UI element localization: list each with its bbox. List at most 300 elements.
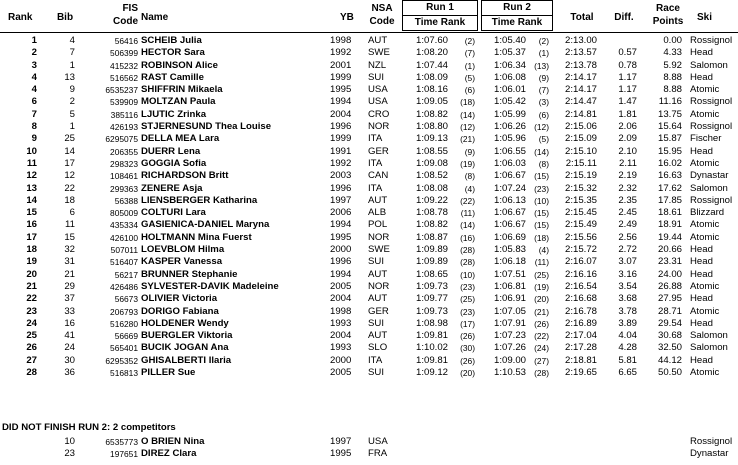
nation-cell: NOR [368, 280, 390, 292]
bib-cell: 36 [64, 367, 75, 379]
run2-time: 1:07.23 [493, 330, 526, 342]
rank-cell: 10 [26, 145, 37, 157]
run1-time: 1:08.16 [415, 84, 448, 96]
ski-brand: Atomic [690, 108, 720, 120]
run2-time: 1:05.40 [493, 35, 526, 46]
bib-cell: 13 [64, 71, 75, 83]
header-fis-code: Code [113, 16, 138, 27]
athlete-name: O BRIEN Nina [141, 436, 205, 447]
run2-rank: (4) [538, 245, 549, 256]
year-cell: 1999 [330, 71, 352, 83]
total-time: 2:19.65 [564, 367, 597, 379]
diff-cell: 3.78 [618, 305, 637, 317]
diff-cell: 6.65 [618, 367, 637, 379]
header-race: Race [656, 3, 680, 14]
run2-time: 1:06.26 [493, 121, 526, 133]
results-table [0, 35, 738, 379]
run1-time: 1:09.89 [415, 244, 448, 256]
header-fis: FIS [122, 3, 138, 14]
athlete-name: STJERNESUND Thea Louise [141, 121, 272, 133]
table-row [0, 244, 738, 256]
diff-cell: 3.68 [618, 293, 637, 305]
nation-cell: USA [368, 84, 388, 96]
bib-cell: 12 [64, 170, 75, 182]
nation-cell: USA [368, 96, 388, 108]
race-points: 8.88 [663, 84, 682, 96]
race-points: 44.12 [657, 354, 682, 366]
table-row [0, 35, 738, 47]
year-cell: 1992 [330, 47, 352, 59]
run2-rank: (5) [538, 134, 549, 145]
total-time: 2:15.10 [564, 145, 597, 157]
run1-rank: (11) [460, 208, 475, 219]
header-nsa-code: Code [369, 16, 395, 27]
run2-time: 1:06.67 [493, 207, 526, 219]
total-time: 2:13.00 [564, 35, 597, 46]
race-points: 0.00 [663, 35, 682, 46]
athlete-name: ZENERE Asja [141, 182, 203, 194]
rank-cell: 11 [26, 157, 37, 169]
run2-time: 1:05.37 [493, 47, 526, 59]
bib-cell: 5 [69, 108, 75, 120]
run1-time: 1:09.13 [415, 133, 448, 145]
ski-brand: Dynastar [690, 448, 729, 460]
rank-cell: 22 [26, 293, 37, 305]
rank-cell: 19 [26, 256, 37, 268]
run2-rank: (23) [534, 183, 549, 194]
nation-cell: ITA [368, 182, 383, 194]
rank-cell: 27 [26, 354, 37, 366]
nation-cell: SUI [368, 367, 384, 379]
total-time: 2:14.17 [564, 71, 597, 83]
fis-code-cell: 516813 [110, 368, 138, 379]
year-cell: 2004 [330, 293, 352, 305]
race-points: 20.66 [657, 244, 682, 256]
run1-time: 1:09.73 [415, 305, 448, 317]
rank-cell: 23 [26, 305, 37, 317]
run2-rank: (1) [538, 48, 549, 59]
fis-code-cell: 56217 [114, 269, 138, 280]
race-points: 15.87 [657, 133, 682, 145]
rank-cell: 9 [31, 133, 37, 145]
table-row [0, 96, 738, 108]
race-points: 11.16 [658, 96, 682, 108]
run2-time: 1:05.42 [493, 96, 526, 108]
year-cell: 2001 [330, 59, 352, 71]
year-cell: 1993 [330, 342, 352, 354]
table-row [0, 47, 738, 59]
run2-rank: (9) [538, 72, 549, 83]
run1-time: 1:09.22 [415, 194, 448, 206]
nation-cell: FRA [368, 448, 388, 460]
total-time: 2:14.81 [564, 108, 597, 120]
run2-rank: (15) [534, 208, 549, 219]
total-time: 2:16.78 [564, 305, 597, 317]
nation-cell: SUI [368, 256, 384, 268]
run1-time: 1:08.52 [415, 170, 448, 182]
race-points: 27.95 [657, 293, 682, 305]
bib-cell: 17 [64, 157, 75, 169]
total-time: 2:13.78 [564, 59, 597, 71]
fis-code-cell: 507011 [110, 245, 138, 256]
ski-brand: Head [690, 268, 713, 280]
table-row [0, 256, 738, 268]
total-time: 2:15.19 [564, 170, 597, 182]
year-cell: 1997 [330, 436, 352, 447]
run1-time: 1:09.81 [415, 354, 448, 366]
run2-rank: (6) [538, 109, 549, 120]
fis-code-cell: 415232 [110, 60, 138, 71]
table-row [0, 436, 738, 448]
header-total: Total [570, 12, 594, 23]
table-row [0, 133, 738, 145]
run2-time: 1:05.96 [493, 133, 526, 145]
run1-time: 1:07.44 [415, 59, 448, 71]
nation-cell: SWE [368, 244, 390, 256]
diff-cell: 1.81 [618, 108, 637, 120]
fis-code-cell: 56669 [114, 331, 138, 342]
nation-cell: SUI [368, 317, 384, 329]
run1-time: 1:09.89 [415, 256, 448, 268]
diff-cell: 0.78 [618, 59, 637, 71]
run1-time: 1:08.20 [415, 47, 448, 59]
athlete-name: GASIENICA-DANIEL Maryna [141, 219, 270, 231]
fis-code-cell: 506399 [110, 48, 138, 59]
run2-time: 1:05.99 [493, 108, 526, 120]
bib-cell: 7 [69, 47, 75, 59]
bib-cell: 31 [64, 256, 75, 268]
run1-rank: (16) [460, 232, 475, 243]
diff-cell: 3.07 [618, 256, 637, 268]
athlete-name: BUCIK JOGAN Ana [141, 342, 229, 354]
ski-brand: Salomon [690, 330, 728, 342]
nation-cell: ITA [368, 157, 383, 169]
diff-cell: 2.32 [618, 182, 637, 194]
run2-rank: (25) [534, 269, 549, 280]
diff-cell: 3.54 [618, 280, 637, 292]
table-row [0, 121, 738, 133]
run1-time: 1:08.65 [415, 268, 448, 280]
nation-cell: GER [368, 145, 389, 157]
year-cell: 1991 [330, 145, 352, 157]
run1-time: 1:08.82 [415, 219, 448, 231]
run2-time: 1:06.81 [493, 280, 526, 292]
athlete-name: LOEVBLOM Hilma [141, 244, 225, 256]
nation-cell: SLO [368, 342, 388, 354]
bib-cell: 2 [69, 96, 75, 108]
fis-code-cell: 565401 [110, 343, 138, 354]
total-time: 2:14.47 [564, 96, 597, 108]
header-bib: Bib [56, 12, 74, 23]
athlete-name: SCHEIB Julia [141, 35, 202, 46]
total-time: 2:16.89 [564, 317, 597, 329]
bib-cell: 21 [64, 268, 75, 280]
bib-cell: 22 [64, 182, 75, 194]
run1-time: 1:08.78 [415, 207, 448, 219]
athlete-name: RAST Camille [141, 71, 204, 83]
ski-brand: Atomic [690, 84, 720, 96]
run1-rank: (26) [460, 331, 475, 342]
header-run1-time-rank: Time Rank [414, 17, 466, 28]
total-time: 2:15.49 [564, 219, 597, 231]
fis-code-cell: 56416 [114, 36, 138, 46]
nation-cell: AUT [368, 293, 388, 305]
rank-cell: 26 [26, 342, 37, 354]
run1-time: 1:08.08 [415, 182, 448, 194]
fis-code-cell: 426100 [110, 232, 138, 243]
athlete-name: LJUTIC Zrinka [141, 108, 207, 120]
table-row [0, 72, 738, 84]
race-points: 17.62 [657, 182, 682, 194]
nation-cell: SUI [368, 71, 384, 83]
ski-brand: Rossignol [690, 96, 733, 108]
header-run2-time-rank: Time Rank [491, 17, 543, 28]
athlete-name: GOGGIA Sofia [141, 157, 207, 169]
bib-cell: 32 [64, 244, 75, 256]
table-row [0, 293, 738, 305]
year-cell: 1996 [330, 256, 352, 268]
athlete-name: BRUNNER Stephanie [141, 268, 238, 280]
year-cell: 2000 [330, 354, 352, 366]
run1-time: 1:09.08 [415, 157, 448, 169]
run2-rank: (28) [534, 368, 549, 379]
rank-cell: 6 [31, 96, 37, 108]
ski-brand: Atomic [690, 157, 720, 169]
run2-time: 1:06.34 [493, 59, 526, 71]
athlete-name: ROBINSON Alice [141, 59, 218, 71]
total-time: 2:16.54 [564, 280, 597, 292]
table-row [0, 195, 738, 207]
run1-rank: (5) [464, 72, 475, 83]
run1-time: 1:08.55 [415, 145, 448, 157]
year-cell: 1994 [330, 96, 352, 108]
fis-code-cell: 805009 [110, 208, 138, 219]
header-ski: Ski [697, 12, 713, 23]
run1-rank: (30) [460, 343, 475, 354]
ski-brand: Salomon [690, 59, 728, 71]
athlete-name: DORIGO Fabiana [141, 305, 219, 317]
total-time: 2:17.04 [564, 330, 597, 342]
table-row [0, 306, 738, 318]
year-cell: 2006 [330, 207, 352, 219]
rank-cell: 24 [26, 317, 37, 329]
run1-rank: (21) [460, 134, 475, 145]
run1-rank: (1) [464, 60, 475, 71]
rank-cell: 12 [26, 170, 37, 182]
run1-rank: (4) [464, 183, 475, 194]
run1-time: 1:07.60 [415, 35, 448, 46]
run2-rank: (8) [538, 158, 549, 169]
ski-brand: Head [690, 256, 713, 268]
run2-time: 1:06.18 [493, 256, 526, 268]
run2-rank: (24) [534, 343, 549, 354]
nation-cell: SWE [368, 47, 390, 59]
run2-time: 1:06.91 [493, 293, 526, 305]
athlete-name: HOLDENER Wendy [141, 317, 229, 329]
race-points: 8.88 [663, 71, 682, 83]
rank-cell: 1 [31, 35, 37, 46]
fis-code-cell: 426486 [110, 281, 138, 292]
diff-cell: 1.17 [618, 71, 637, 83]
header-run2: Run 2 [503, 2, 531, 13]
rank-cell: 14 [26, 194, 37, 206]
race-points: 13.75 [657, 108, 682, 120]
run1-rank: (17) [460, 318, 475, 329]
athlete-name: DELLA MEA Lara [141, 133, 220, 145]
rank-cell: 2 [31, 47, 37, 59]
run1-rank: (23) [460, 281, 475, 292]
bib-cell: 1 [69, 59, 75, 71]
year-cell: 1993 [330, 317, 352, 329]
diff-cell: 2.06 [618, 121, 637, 133]
ski-brand: Rossignol [690, 436, 733, 447]
total-time: 2:15.72 [564, 244, 597, 256]
diff-cell: 1.47 [618, 96, 637, 108]
fis-code-cell: 206355 [110, 146, 138, 157]
run2-rank: (2) [538, 36, 549, 46]
rank-cell: 21 [26, 280, 37, 292]
run2-rank: (13) [534, 60, 549, 71]
nation-cell: ALB [368, 207, 387, 219]
race-points: 4.33 [663, 47, 682, 59]
year-cell: 1995 [330, 448, 352, 460]
run1-time: 1:09.77 [415, 293, 448, 305]
year-cell: 2000 [330, 244, 352, 256]
run2-time: 1:05.83 [493, 244, 526, 256]
run1-time: 1:08.80 [415, 121, 448, 133]
year-cell: 1999 [330, 133, 352, 145]
table-row [0, 207, 738, 219]
fis-code-cell: 6535773 [105, 437, 138, 447]
fis-code-cell: 6295352 [105, 355, 138, 366]
athlete-name: HECTOR Sara [141, 47, 205, 59]
fis-code-cell: 539909 [110, 97, 138, 108]
nation-cell: POL [368, 219, 388, 231]
diff-cell: 2.10 [618, 145, 637, 157]
athlete-name: GHISALBERTI Ilaria [141, 354, 232, 366]
run1-rank: (18) [460, 97, 475, 108]
run2-time: 1:09.00 [493, 354, 526, 366]
ski-brand: Head [690, 317, 713, 329]
rank-cell: 13 [26, 182, 37, 194]
rank-cell: 4 [31, 71, 37, 83]
run2-time: 1:10.53 [493, 367, 526, 379]
rank-cell: 16 [26, 219, 37, 231]
bib-cell: 29 [64, 280, 75, 292]
table-row [0, 219, 738, 231]
table-row [0, 281, 738, 293]
header-name: Name [141, 12, 169, 23]
year-cell: 1995 [330, 231, 352, 243]
ski-brand: Blizzard [690, 207, 725, 219]
ski-brand: Fischer [690, 133, 722, 145]
header-rank: Rank [8, 12, 33, 23]
fis-code-cell: 6535237 [105, 85, 138, 96]
race-points: 16.63 [657, 170, 682, 182]
race-points: 32.50 [657, 342, 682, 354]
run1-rank: (28) [460, 245, 475, 256]
total-time: 2:18.81 [564, 354, 597, 366]
bib-cell: 25 [64, 133, 75, 145]
nation-cell: ITA [368, 133, 383, 145]
total-time: 2:16.16 [564, 268, 597, 280]
total-time: 2:16.07 [564, 256, 597, 268]
header-nsa: NSA [371, 3, 393, 14]
ski-brand: Salomon [690, 342, 728, 354]
run1-rank: (23) [460, 306, 475, 317]
table-row [0, 318, 738, 330]
race-points: 16.02 [657, 157, 682, 169]
total-time: 2:15.32 [564, 182, 597, 194]
bib-cell: 14 [64, 145, 75, 157]
run1-rank: (6) [464, 85, 475, 96]
athlete-name: DUERR Lena [141, 145, 201, 157]
athlete-name: RICHARDSON Britt [141, 170, 229, 182]
table-row [0, 60, 738, 72]
header-rule [0, 32, 738, 33]
rank-cell: 28 [26, 367, 37, 379]
race-points: 29.54 [657, 317, 682, 329]
nation-cell: CAN [368, 170, 389, 182]
bib-cell: 6 [69, 207, 75, 219]
rank-cell: 3 [31, 59, 37, 71]
run2-rank: (18) [534, 232, 549, 243]
ski-brand: Rossignol [690, 121, 733, 133]
run1-time: 1:08.82 [415, 108, 448, 120]
run2-time: 1:06.67 [493, 170, 526, 182]
fis-code-cell: 299363 [110, 183, 138, 194]
year-cell: 2004 [330, 108, 352, 120]
ski-brand: Atomic [690, 305, 720, 317]
rank-cell: 4 [31, 84, 37, 96]
bib-cell: 33 [64, 305, 75, 317]
run2-time: 1:06.55 [493, 145, 526, 157]
total-time: 2:15.35 [564, 194, 597, 206]
bib-cell: 9 [69, 84, 75, 96]
run1-rank: (12) [460, 122, 475, 133]
nation-cell: AUT [368, 194, 388, 206]
run1-time: 1:09.05 [415, 96, 448, 108]
run2-time: 1:06.03 [493, 157, 526, 169]
total-time: 2:16.68 [564, 293, 597, 305]
run1-rank: (22) [460, 195, 475, 206]
ski-brand: Dynastar [690, 170, 729, 182]
race-points: 28.71 [657, 305, 682, 317]
bib-cell: 24 [64, 342, 75, 354]
race-points: 30.68 [657, 330, 682, 342]
year-cell: 1994 [330, 268, 352, 280]
ski-brand: Salomon [690, 182, 728, 194]
run1-rank: (14) [460, 220, 475, 231]
table-row [0, 342, 738, 354]
rank-cell: 17 [26, 231, 37, 243]
year-cell: 1998 [330, 305, 352, 317]
bib-cell: 37 [64, 293, 75, 305]
bib-cell: 10 [64, 436, 75, 447]
run2-rank: (26) [534, 318, 549, 329]
dnf-title: DID NOT FINISH RUN 2: 2 competitors [2, 422, 176, 433]
diff-cell: 2.56 [618, 231, 637, 243]
fis-code-cell: 197651 [110, 449, 138, 460]
diff-cell: 4.04 [618, 330, 637, 342]
bib-cell: 18 [64, 194, 75, 206]
run1-rank: (28) [460, 257, 475, 268]
fis-code-cell: 6295075 [105, 134, 138, 145]
run2-time: 1:07.26 [493, 342, 526, 354]
race-points: 19.44 [657, 231, 682, 243]
race-points: 50.50 [657, 367, 682, 379]
diff-cell: 3.16 [618, 268, 637, 280]
